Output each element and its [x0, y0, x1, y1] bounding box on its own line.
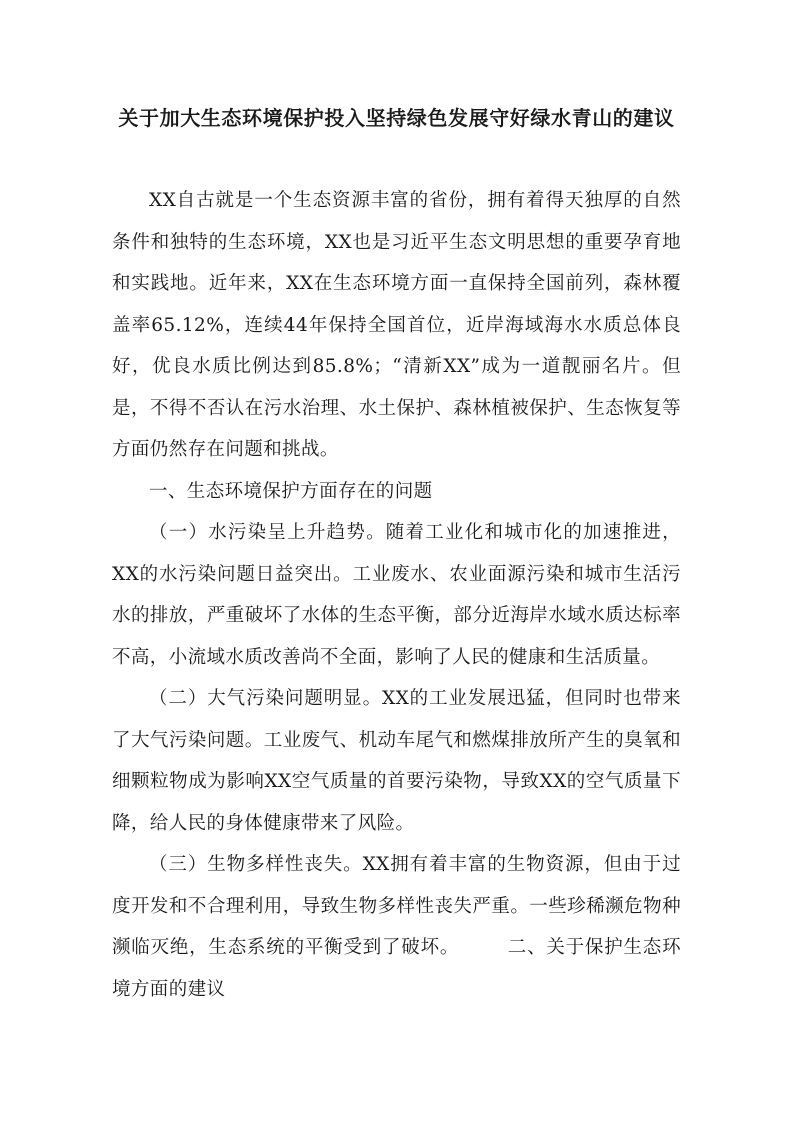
water-pollution-paragraph: （一）水污染呈上升趋势。随着工业化和城市化的加速推进，XX的水污染问题日益突出。工业废水、农业面源污染和城市生活污水的排放，严重破坏了水体的生态平衡，部分近海岸水域水质达标率不高，小流域水质改善尚不全面，影响了人民的健康和生活质量。	[112, 522, 681, 668]
document-title: 关于加大生态环境保护投入坚持绿色发展守好绿水青山的建议	[118, 106, 675, 130]
biodiversity-paragraph: （三）生物多样性丧失。XX拥有着丰富的生物资源，但由于过度开发和不合理利用，导致生物多样性丧失严重。一些珍稀濒危物种濒临灭绝，生态系统的平衡受到了破坏。 二、关于保护生态环境方面的建议	[112, 854, 681, 1000]
document-body	[112, 180, 681, 1010]
section-heading-problems: 一、生态环境保护方面存在的问题	[149, 480, 433, 502]
intro-paragraph: XX自古就是一个生态资源丰富的省份，拥有着得天独厚的自然条件和独特的生态环境，XX也是习近平生态文明思想的重要孕育地和实践地。近年来，XX在生态环境方面一直保持全国前列，森林覆盖率65.12%，连续44年保持全国首位，近岸海域海水水质总体良好，优良水质比例达到85.8%；“清新XX”成为一道靓丽名片。但是，不得不否认在污水治理、水土保护、森林植被保护、生态恢复等方面仍然存在问题和挑战。	[112, 190, 681, 460]
air-pollution-paragraph: （二）大气污染问题明显。XX的工业发展迅猛，但同时也带来了大气污染问题。工业废气、机动车尾气和燃煤排放所产生的臭氧和细颗粒物成为影响XX空气质量的首要污染物，导致XX的空气质量下降，给人民的身体健康带来了风险。	[112, 688, 681, 834]
